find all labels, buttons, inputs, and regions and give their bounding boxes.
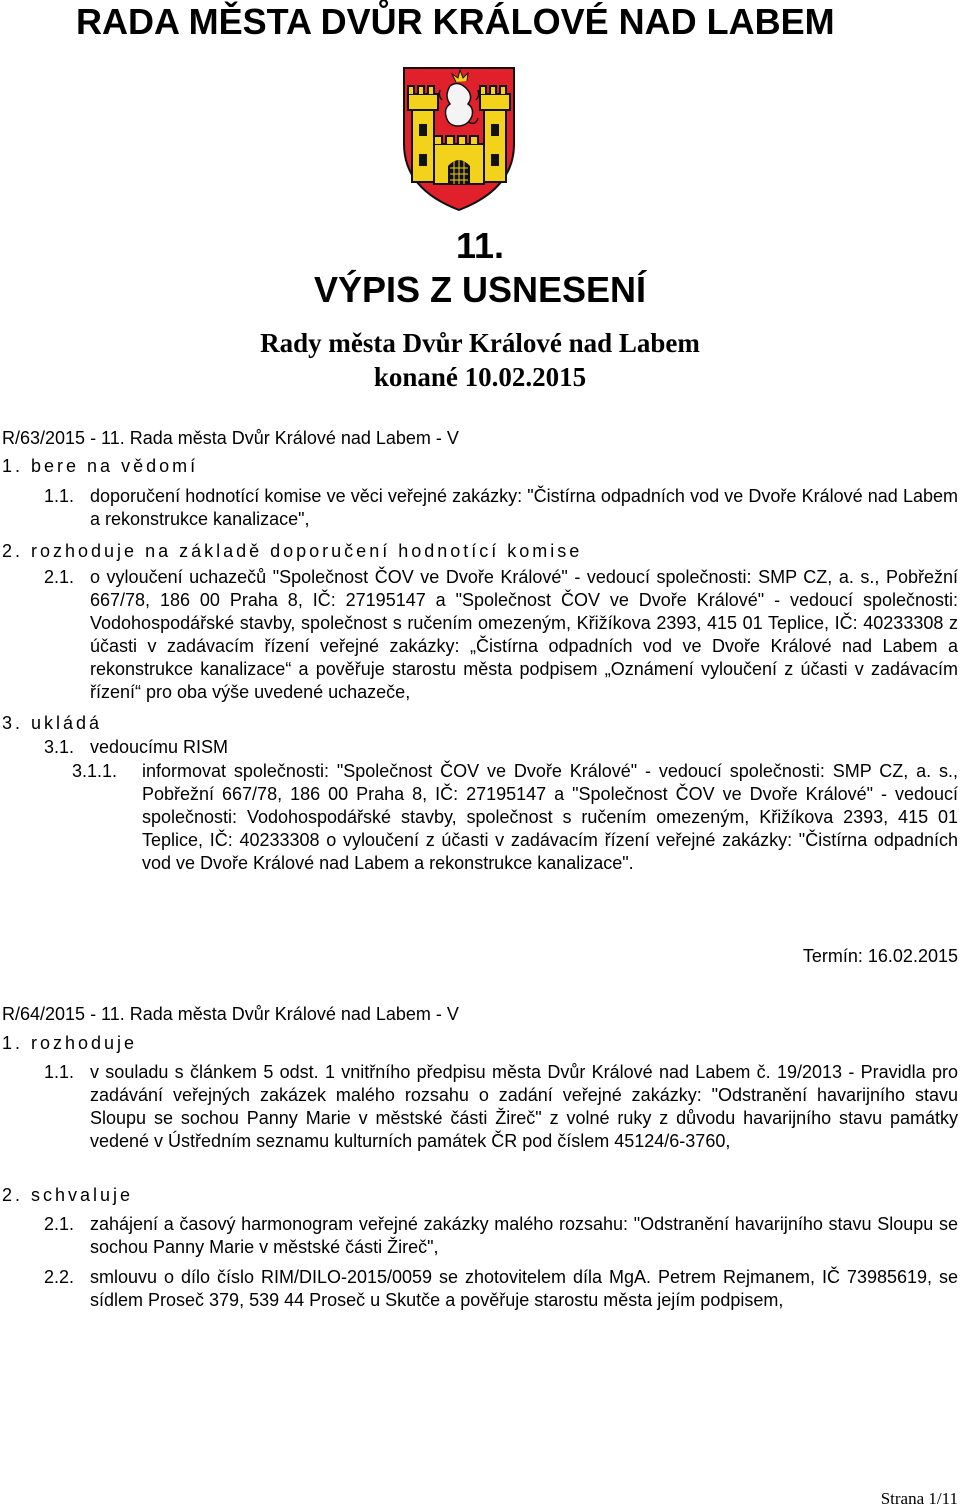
council-subtitle: Rady města Dvůr Králové nad Labem [260,328,700,358]
item-text: smlouvu o dílo číslo RIM/DILO-2015/0059 se zhotovitelem díla MgA. Petrem Rejmanem, IČ 73985619, se sídlem Proseč 379, 539 44 Proseč u Skutče a pověřuje starostu města jejím podpisem, [90,1267,958,1310]
item-number: 1.1. [44,486,75,506]
resolution-heading-63: R/63/2015 - 11. Rada města Dvůr Králové nad Labem - V [2,428,459,448]
item-number: 2.1. [44,1214,75,1234]
coat-of-arms-logo [398,64,520,214]
item-text: v souladu s článkem 5 odst. 1 vnitřního předpisu města Dvůr Králové nad Labem č. 19/2013 - Pravidla pro zadávání veřejných zakázek malého rozsahu o zadání veřejné zakázky: "Odstranění havarijního stavu Sloupu se sochou Panny Marie v městské části Žireč" z volné ruky z důvodu havarijního stavu památky vedené v Ústředním seznamu kulturních památek ČR pod číslem 45124/6-3760, [90,1062,958,1151]
item-number: 3.1. [44,737,75,757]
meeting-date: konané 10.02.2015 [373,362,587,392]
item-text: doporučení hodnotící komise ve věci veřejné zakázky: "Čistírna odpadních vod ve Dvoře Králové nad Labem a rekonstrukce kanalizace", [90,486,958,529]
item-text: o vyloučení uchazečů "Společnost ČOV ve Dvoře Králové" - vedoucí společnosti: SMP CZ, a. s., Pobřežní 667/78, 186 00 Praha 8, IČ: 27195147 a "Společnost ČOV ve Dvoře Králové" - vedoucí společnosti: Vodohospodářské stavby, společnost s ručením omezeným, Křižíkova 2393, 415 01 Teplice, IČ: 40233308 z účasti v zadávacím řízení veřejné zakázky: „Čistírna odpadních vod ve Dvoře Králové nad Labem a rekonstrukce kanalizace“ a pověřuje starostu města podpisem „Oznámení vyloučení z účasti v zadávacím řízení“ pro oba výše uvedené uchazeče, [90,567,958,702]
page-number: Strana 1/11 [880,1489,958,1508]
item-number: 2.1. [44,567,75,587]
section-rozhoduje: 1. rozhoduje [2,1033,138,1053]
item-number: 3.1.1. [72,761,118,781]
resolution-number: 11. [455,225,505,266]
resolution-heading-64: R/64/2015 - 11. Rada města Dvůr Králové nad Labem - V [2,1004,459,1024]
section-schvaluje: 2. schvaluje [2,1185,134,1205]
document-title: VÝPIS Z USNESENÍ [313,269,647,310]
section-uklada: 3. ukládá [2,713,103,733]
item-text: vedoucímu RISM [90,737,229,757]
deadline: Termín: 16.02.2015 [802,946,958,966]
item-text: informovat společnosti: "Společnost ČOV ve Dvoře Králové" - vedoucí společnosti: SMP CZ, a. s., Pobřežní 667/78, 186 00 Praha 8, IČ: 27195147 a "Společnost ČOV ve Dvoře Králové" - vedoucí společnosti: Vodohospodářské stavby, společnost s ručením omezeným, Křižíkova 2393, 415 01 Teplice, IČ: 40233308 o vyloučení z účasti v zadávacím řízení veřejné zakázky: "Čistírna odpadních vod ve Dvoře Králové nad Labem a rekonstrukce kanalizace". [142,761,958,873]
item-number: 2.2. [44,1267,75,1287]
section-rozhoduje: 2. rozhoduje na základě doporučení hodnotící komise [2,541,583,561]
section-bere-na-vedomi: 1. bere na vědomí [2,456,199,476]
item-text: zahájení a časový harmonogram veřejné zakázky malého rozsahu: "Odstranění havarijního stavu Sloupu se sochou Panny Marie v městské části Žireč", [90,1214,958,1257]
item-number: 1.1. [44,1062,75,1082]
council-title: RADA MĚSTA DVŮR KRÁLOVÉ NAD LABEM [76,1,835,42]
